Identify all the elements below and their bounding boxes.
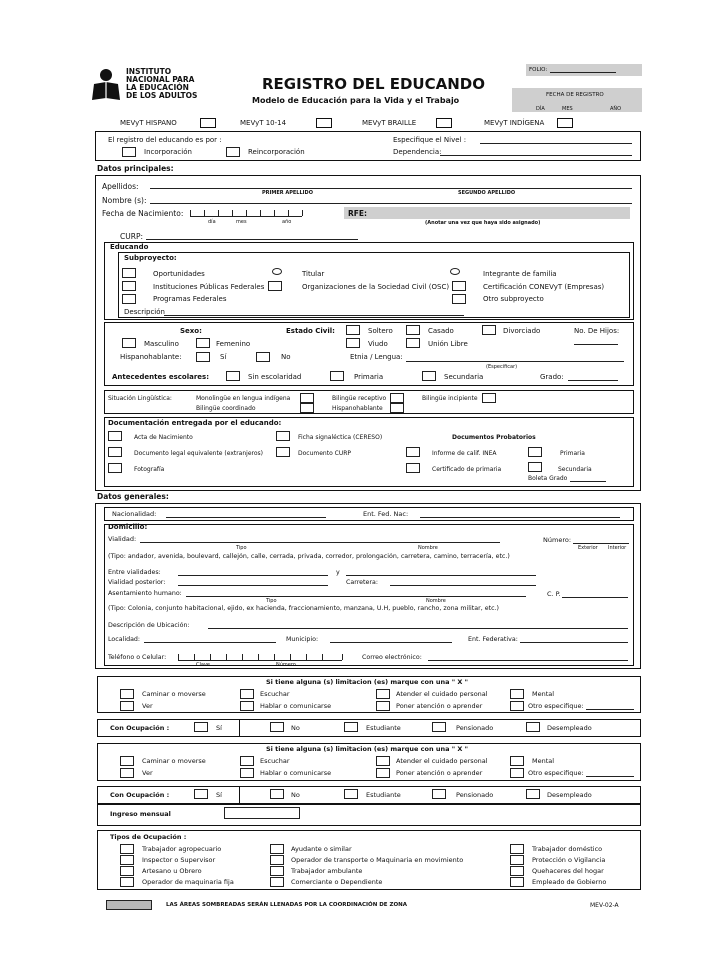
hispanohablante-no-checkbox[interactable]: [256, 352, 270, 362]
mental-label-2: Mental: [532, 757, 555, 765]
secundaria-checkbox[interactable]: [422, 371, 436, 381]
curp-doc-checkbox[interactable]: [276, 447, 290, 457]
acta-checkbox[interactable]: [108, 431, 122, 441]
dependencia-label: Dependencia:: [393, 148, 442, 156]
ambulante-label: Trabajador ambulante: [291, 867, 363, 875]
nivel-input[interactable]: [480, 143, 632, 144]
vialidad-nombre-caption: Nombre: [418, 545, 438, 551]
ayudante-label: Ayudante o similar: [291, 845, 352, 853]
fecha-dia-caption: día: [208, 219, 216, 225]
calif-checkbox[interactable]: [406, 447, 420, 457]
descripcion-input[interactable]: [164, 315, 464, 316]
estudiante-checkbox-1[interactable]: [344, 722, 358, 732]
casado-checkbox[interactable]: [406, 325, 420, 335]
ver-label-2: Ver: [142, 769, 153, 777]
domicilio-header: Domicilio:: [108, 523, 148, 531]
mevyt-10-14-checkbox[interactable]: [316, 118, 332, 128]
cuidado-checkbox-2[interactable]: [376, 756, 390, 766]
escuchar-checkbox-2[interactable]: [240, 756, 254, 766]
hablar-label-1: Hablar o comunicarse: [260, 702, 332, 710]
ocupacion-no-label-1: No: [291, 724, 300, 732]
mevyt-braille-checkbox[interactable]: [436, 118, 452, 128]
transporte-label: Operador de transporte o Maquinaria en movimiento: [291, 856, 464, 864]
grado-input[interactable]: [568, 380, 618, 381]
asentamiento-nombre-caption: Nombre: [426, 598, 446, 604]
acta-label: Acta de Nacimiento: [134, 434, 193, 441]
programas-label: Programas Federales: [153, 295, 227, 303]
ocupacion-divider-1: [239, 719, 240, 737]
calif-label: Informe de calif. INEA: [432, 450, 497, 457]
nivel-label: Especifique el Nivel :: [393, 136, 467, 144]
hablar-checkbox-2[interactable]: [240, 768, 254, 778]
inea-logo: [90, 68, 124, 102]
tipos-ocupacion-header: Tipos de Ocupación :: [110, 833, 187, 841]
form-title: REGISTRO DEL EDUCANDO: [262, 75, 485, 93]
incorporacion-checkbox[interactable]: [122, 147, 136, 157]
correo-input[interactable]: [428, 660, 628, 661]
rfe-note: (Anotar una vez que haya sido asignado): [425, 220, 541, 226]
domestico-label: Trabajador doméstico: [532, 845, 603, 853]
ver-label-1: Ver: [142, 702, 153, 710]
institution-line-4: DE LOS ADULTOS: [126, 91, 198, 100]
caminar-checkbox-2[interactable]: [120, 756, 134, 766]
curp-label: CURP:: [120, 232, 143, 241]
apellidos-label: Apellidos:: [102, 182, 139, 191]
integrante-label: Integrante de familia: [483, 270, 557, 278]
ocupacion-si-label-2: Sí: [216, 791, 222, 799]
quehaceres-label: Quehaceres del hogar: [532, 867, 604, 875]
fecha-registro-anio: AÑO: [610, 106, 622, 112]
shaded-legend-swatch: [106, 900, 152, 910]
incorporacion-label: Incorporación: [144, 148, 192, 156]
entre-vialidades-label: Entre vialidades:: [108, 569, 161, 576]
mevyt-indigena-checkbox[interactable]: [557, 118, 573, 128]
escuchar-label-1: Escuchar: [260, 690, 290, 698]
escuchar-checkbox-1[interactable]: [240, 689, 254, 699]
hispanohablante-ling-label: Hispanohablante: [332, 405, 383, 412]
fecha-registro-mes: MES: [562, 106, 573, 112]
caminar-label-2: Caminar o moverse: [142, 757, 206, 765]
hispanohablante-si-label: Sí: [220, 353, 227, 361]
caminar-checkbox-1[interactable]: [120, 689, 134, 699]
vialidad-posterior-label: Vialidad posterior:: [108, 579, 166, 586]
femenino-checkbox[interactable]: [196, 338, 210, 348]
mevyt-hispano-label: MEVyT HISPANO: [120, 119, 177, 127]
cuidado-checkbox-1[interactable]: [376, 689, 390, 699]
ubicacion-label: Descripción de Ubicación:: [108, 622, 190, 629]
entre-vialidad-1-input[interactable]: [178, 575, 328, 576]
sin-escolaridad-checkbox[interactable]: [226, 371, 240, 381]
proteccion-checkbox[interactable]: [510, 855, 524, 865]
documentacion-header: Documentación entregada por el educando:: [108, 419, 282, 427]
ficha-label: Ficha signaléctica (CERESO): [298, 434, 383, 441]
divorciado-checkbox[interactable]: [482, 325, 496, 335]
otro-label-1: Otro especifique:: [528, 702, 584, 710]
cert-primaria-label: Certificado de primaria: [432, 466, 502, 473]
viudo-checkbox[interactable]: [346, 338, 360, 348]
doc-secundaria-checkbox[interactable]: [528, 462, 542, 472]
primaria-label: Primaria: [354, 373, 384, 381]
carretera-input[interactable]: [390, 585, 536, 586]
ocupacion-no-label-2: No: [291, 791, 300, 799]
antecedentes-label: Antecedentes escolares:: [112, 373, 209, 381]
datos-principales-header: Datos principales:: [97, 164, 174, 173]
integrante-radio[interactable]: [450, 268, 460, 275]
fecha-anio-caption: año: [282, 219, 292, 225]
ocupacion-divider-2: [239, 786, 240, 804]
union-libre-label: Unión Libre: [428, 340, 468, 348]
osc-checkbox[interactable]: [268, 281, 282, 291]
institution-line-1: INSTITUTO: [126, 67, 172, 76]
telefono-numero-caption: Número: [276, 662, 296, 668]
ingreso-box: [97, 804, 641, 826]
municipio-input[interactable]: [330, 642, 452, 643]
domestico-checkbox[interactable]: [510, 844, 524, 854]
curp-doc-label: Documento CURP: [298, 450, 352, 457]
registro-question: El registro del educando es por :: [108, 136, 222, 144]
titular-label: Titular: [302, 270, 325, 278]
boleta-label: Boleta Grado: [528, 475, 568, 482]
atencion-label-1: Poner atención o aprender: [396, 702, 483, 710]
doc-primaria-label: Primaria: [560, 450, 585, 457]
pensionado-label-2: Pensionado: [456, 791, 494, 799]
atencion-checkbox-2[interactable]: [376, 768, 390, 778]
carretera-label: Carretera:: [346, 579, 378, 586]
atencion-checkbox-1[interactable]: [376, 701, 390, 711]
pensionado-checkbox-2[interactable]: [432, 789, 446, 799]
fecha-registro-label: FECHA DE REGISTRO: [546, 92, 604, 98]
etnia-label: Etnia / Lengua:: [350, 353, 403, 361]
ocupacion-no-checkbox-1[interactable]: [270, 722, 284, 732]
mevyt-10-14-label: MEVyT 10-14: [240, 119, 287, 127]
comerciante-checkbox[interactable]: [270, 877, 284, 887]
entre-vialidad-2-input[interactable]: [346, 575, 536, 576]
cuidado-label-2: Atender el cuidado personal: [396, 757, 488, 765]
numero-label: Número:: [543, 536, 572, 544]
foto-checkbox[interactable]: [108, 463, 122, 473]
mevyt-hispano-checkbox[interactable]: [200, 118, 216, 128]
otro-checkbox-1[interactable]: [510, 701, 524, 711]
cp-input[interactable]: [562, 597, 628, 598]
quehaceres-checkbox[interactable]: [510, 866, 524, 876]
reincorporacion-label: Reincorporación: [248, 148, 305, 156]
agro-checkbox[interactable]: [120, 844, 134, 854]
tipos-asentamiento-hint: (Tipo: Colonia, conjunto habitacional, ejido, ex hacienda, fraccionamiento, manzana, U.H, pueblo, rancho, zona militar, etc.): [108, 605, 499, 612]
inspector-checkbox[interactable]: [120, 855, 134, 865]
oportunidades-label: Oportunidades: [153, 270, 205, 278]
ver-checkbox-1[interactable]: [120, 701, 134, 711]
localidad-input[interactable]: [144, 642, 276, 643]
soltero-checkbox[interactable]: [346, 325, 360, 335]
sexo-label: Sexo:: [180, 327, 202, 335]
linguistica-label: Situación Lingüística:: [108, 395, 172, 402]
hispanohablante-no-label: No: [281, 353, 291, 361]
fecha-mes-caption: mes: [236, 219, 247, 225]
artesano-checkbox[interactable]: [120, 866, 134, 876]
doc-secundaria-label: Secundaria: [558, 466, 592, 473]
vialidad-input[interactable]: [140, 542, 500, 543]
receptivo-label: Bilingüe receptivo: [332, 395, 387, 402]
mental-checkbox-2[interactable]: [510, 756, 524, 766]
telefono-input[interactable]: [178, 660, 342, 661]
tipos-vialidad-hint: (Tipo: andador, avenida, boulevard, callejón, calle, cerrada, privada, corredor, prolongación, carretera, camino, terracería, etc.): [108, 553, 510, 560]
educando-header: Educando: [110, 243, 149, 251]
telefono-clave-caption: Clave: [196, 662, 210, 668]
hispanohablante-si-checkbox[interactable]: [196, 352, 210, 362]
comerciante-label: Comerciante o Dependiente: [291, 878, 383, 886]
desempleado-checkbox-1[interactable]: [526, 722, 540, 732]
estudiante-checkbox-2[interactable]: [344, 789, 358, 799]
programas-checkbox[interactable]: [122, 294, 136, 304]
ayudante-checkbox[interactable]: [270, 844, 284, 854]
desempleado-label-2: Desempleado: [547, 791, 592, 799]
nacionalidad-label: Nacionalidad:: [112, 510, 157, 518]
otro-subproyecto-label: Otro subproyecto: [483, 295, 544, 303]
ocupacion-no-checkbox-2[interactable]: [270, 789, 284, 799]
union-libre-checkbox[interactable]: [406, 338, 420, 348]
segundo-apellido-caption: SEGUNDO APELLIDO: [458, 190, 516, 196]
etnia-input[interactable]: [406, 361, 624, 362]
cert-primaria-checkbox[interactable]: [406, 463, 420, 473]
nombres-label: Nombre (s):: [102, 196, 147, 205]
limitaciones-title-2: Si tiene alguna (s) limitacion (es) marque con una " X ": [266, 745, 469, 753]
especificar-caption: (Especificar): [486, 364, 518, 370]
hijos-label: No. De Hijos:: [574, 327, 620, 335]
desempleado-label-1: Desempleado: [547, 724, 592, 732]
folio-line: [550, 72, 616, 73]
artesano-label: Artesano u Obrero: [142, 867, 202, 875]
certificacion-checkbox[interactable]: [452, 281, 466, 291]
estado-civil-label: Estado Civil:: [286, 327, 335, 335]
ingreso-label: Ingreso mensual: [110, 810, 171, 818]
estudiante-label-2: Estudiante: [366, 791, 401, 799]
nacionalidad-input[interactable]: [166, 517, 326, 518]
hispanohablante-label: Hispanohablante:: [120, 353, 182, 361]
institution-line-3: LA EDUCACIÓN: [126, 83, 189, 92]
otro-input-1[interactable]: [586, 709, 634, 710]
ingreso-input[interactable]: [224, 807, 300, 819]
dependencia-input[interactable]: [440, 155, 632, 156]
interior-caption: Interior: [608, 545, 627, 551]
foto-label: Fotografía: [134, 466, 165, 473]
ocupacion-label-1: Con Ocupación :: [110, 724, 170, 732]
form-code: MEV-02-A: [590, 902, 619, 909]
numero-input[interactable]: [573, 543, 629, 544]
fecha-registro-dia: DÍA: [536, 106, 545, 112]
entfed-domicilio-label: Ent. Federativa:: [468, 636, 518, 643]
entfed-nac-label: Ent. Fed. Nac:: [363, 510, 409, 518]
asentamiento-input[interactable]: [186, 596, 526, 597]
operador-label: Operador de maquinaria fija: [142, 878, 234, 886]
caminar-label-1: Caminar o moverse: [142, 690, 206, 698]
coordinado-checkbox[interactable]: [300, 403, 314, 413]
primer-apellido-caption: PRIMER APELLIDO: [262, 190, 313, 196]
otro-checkbox-2[interactable]: [510, 768, 524, 778]
asentamiento-tipo-caption: Tipo: [266, 598, 277, 604]
divorciado-label: Divorciado: [503, 327, 541, 335]
mevyt-braille-label: MEVyT BRAILLE: [362, 119, 417, 127]
certificacion-label: Certificación CONEVyT (Empresas): [483, 283, 605, 291]
atencion-label-2: Poner atención o aprender: [396, 769, 483, 777]
rfe-field[interactable]: [344, 207, 630, 219]
masculino-label: Masculino: [144, 340, 179, 348]
primaria-checkbox[interactable]: [330, 371, 344, 381]
limitaciones-title-1: Si tiene alguna (s) limitacion (es) marque con una " X ": [266, 678, 469, 686]
doc-primaria-checkbox[interactable]: [528, 447, 542, 457]
ubicacion-input[interactable]: [208, 628, 628, 629]
operador-checkbox[interactable]: [120, 877, 134, 887]
mental-label-1: Mental: [532, 690, 555, 698]
legal-checkbox[interactable]: [108, 447, 122, 457]
soltero-label: Soltero: [368, 327, 393, 335]
municipio-label: Municipio:: [286, 636, 319, 643]
descripcion-label: Descripción: [124, 308, 165, 316]
ocupacion-label-2: Con Ocupación :: [110, 791, 170, 799]
estudiante-label-1: Estudiante: [366, 724, 401, 732]
ocupacion-si-checkbox-2[interactable]: [194, 789, 208, 799]
casado-label: Casado: [428, 327, 454, 335]
monolingue-label: Monolingüe en lengua indígena: [196, 395, 291, 402]
entre-y-label: y: [336, 569, 340, 576]
footer-note: LAS ÁREAS SOMBREADAS SERÁN LLENADAS POR LA COORDINACIÓN DE ZONA: [166, 902, 407, 908]
cuidado-label-1: Atender el cuidado personal: [396, 690, 488, 698]
oportunidades-checkbox[interactable]: [122, 268, 136, 278]
probatorios-label: Documentos Probatorios: [452, 434, 536, 441]
gobierno-checkbox[interactable]: [510, 877, 524, 887]
secundaria-label: Secundaria: [444, 373, 484, 381]
subproyecto-label: Subproyecto:: [124, 254, 177, 262]
nombres-input[interactable]: [150, 203, 632, 204]
ocupacion-si-label-1: Sí: [216, 724, 222, 732]
inspector-label: Inspector o Supervisor: [142, 856, 216, 864]
grado-label: Grado:: [540, 373, 564, 381]
incipiente-checkbox[interactable]: [482, 393, 496, 403]
localidad-label: Localidad:: [108, 636, 141, 643]
masculino-checkbox[interactable]: [122, 338, 136, 348]
correo-label: Correo electrónico:: [362, 654, 422, 661]
receptivo-checkbox[interactable]: [390, 393, 404, 403]
vialidad-tipo-caption: Tipo: [236, 545, 247, 551]
proteccion-label: Protección o Vigilancia: [532, 856, 606, 864]
hijos-input[interactable]: [574, 344, 618, 345]
entfed-nac-input[interactable]: [420, 517, 620, 518]
entfed-domicilio-input[interactable]: [520, 642, 628, 643]
escuchar-label-2: Escuchar: [260, 757, 290, 765]
pensionado-checkbox-1[interactable]: [432, 722, 446, 732]
institution-line-2: NACIONAL PARA: [126, 75, 195, 84]
agro-label: Trabajador agropecuario: [142, 845, 222, 853]
legal-label: Documento legal equivalente (extranjeros): [134, 450, 263, 457]
viudo-label: Viudo: [368, 340, 388, 348]
hablar-label-2: Hablar o comunicarse: [260, 769, 332, 777]
mevyt-indigena-label: MEVyT INDÍGENA: [484, 119, 545, 127]
cp-label: C. P.: [547, 590, 561, 598]
otro-label-2: Otro especifique:: [528, 769, 584, 777]
femenino-label: Femenino: [216, 340, 251, 348]
ambulante-checkbox[interactable]: [270, 866, 284, 876]
folio-label: FOLIO:: [529, 67, 548, 73]
telefono-label: Teléfono o Celular:: [108, 654, 167, 661]
hispanohablante-ling-checkbox[interactable]: [390, 403, 404, 413]
monolingue-checkbox[interactable]: [300, 393, 314, 403]
apellidos-input[interactable]: [150, 188, 632, 189]
otro-input-2[interactable]: [586, 776, 634, 777]
ocupacion-si-checkbox-1[interactable]: [194, 722, 208, 732]
fecha-nacimiento-input[interactable]: [190, 216, 302, 217]
otro-subproyecto-checkbox[interactable]: [452, 294, 466, 304]
datos-generales-header: Datos generales:: [97, 492, 169, 501]
ver-checkbox-2[interactable]: [120, 768, 134, 778]
curp-input[interactable]: [146, 239, 358, 240]
boleta-input[interactable]: [570, 481, 606, 482]
transporte-checkbox[interactable]: [270, 855, 284, 865]
instituciones-checkbox[interactable]: [122, 281, 136, 291]
exterior-caption: Exterior: [578, 545, 598, 551]
fecha-nacimiento-label: Fecha de Nacimiento:: [102, 209, 184, 218]
titular-radio[interactable]: [272, 268, 282, 275]
incipiente-label: Bilingüe incipiente: [422, 395, 478, 402]
coordinado-label: Bilingüe coordinado: [196, 405, 256, 412]
sin-escolaridad-label: Sin escolaridad: [248, 373, 302, 381]
pensionado-label-1: Pensionado: [456, 724, 494, 732]
form-subtitle: Modelo de Educación para la Vida y el Trabajo: [252, 96, 460, 105]
osc-label: Organizaciones de la Sociedad Civil (OSC): [302, 283, 450, 291]
vialidad-posterior-input[interactable]: [178, 585, 328, 586]
mental-checkbox-1[interactable]: [510, 689, 524, 699]
rfe-label: RFE:: [348, 209, 368, 218]
asentamiento-label: Asentamiento humano:: [108, 590, 182, 597]
instituciones-label: Instituciones Públicas Federales: [153, 283, 265, 291]
desempleado-checkbox-2[interactable]: [526, 789, 540, 799]
ficha-checkbox[interactable]: [276, 431, 290, 441]
vialidad-label: Vialidad:: [108, 535, 137, 543]
hablar-checkbox-1[interactable]: [240, 701, 254, 711]
reincorporacion-checkbox[interactable]: [226, 147, 240, 157]
gobierno-label: Empleado de Gobierno: [532, 878, 607, 886]
